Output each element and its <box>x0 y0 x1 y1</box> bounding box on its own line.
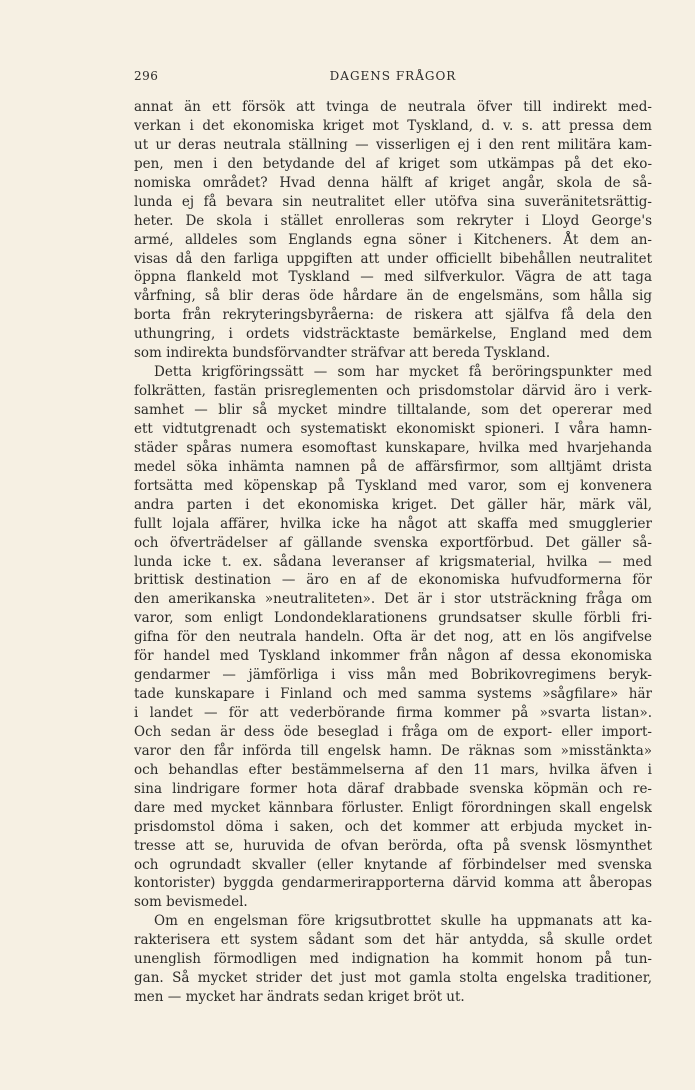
text-line: nomiska området? Hvad denna hälft af kriget angår, skola de så- <box>134 174 652 191</box>
text-line: pen, men i den betydande del af kriget som utkämpas på det eko- <box>134 155 652 172</box>
text-line: dare med mycket kännbara förluster. Enligt förordningen skall engelsk <box>134 799 652 816</box>
text-line: uthungring, i ordets vidsträcktaste bemärkelse, England med dem <box>134 326 652 343</box>
body-text <box>134 98 652 1007</box>
text-line: gan. Så mycket strider det just mot gamla stolta engelska traditioner, <box>134 970 652 987</box>
text-line: samhet — blir så mycket mindre tilltalande, som det opererar med <box>134 402 652 418</box>
text-line: folkrätten, fastän prisreglementen och prisdomstolar därvid äro i verk- <box>134 383 652 400</box>
text-line: lunda ej få bevara sin neutralitet eller utöfva sina suveränitetsrättig- <box>134 193 652 210</box>
text-line: tresse att se, huruvida de ofvan berörda, ofta på svensk lösmynthet <box>134 837 652 854</box>
text-line: rakterisera ett system sådant som det här antydda, så skulle ordet <box>134 932 652 949</box>
page-number: 296 <box>134 69 159 83</box>
text-line: ett vidtutgrenadt och systematiskt ekonomiskt spioneri. I våra hamn- <box>134 420 652 437</box>
text-line: fortsätta med köpenskap på Tyskland med varor, som ej konvenera <box>134 477 652 494</box>
page-header <box>134 68 652 88</box>
text-line: för handel med Tyskland inkommer från någon af dessa ekonomiska <box>134 648 652 665</box>
text-line: och behandlas efter bestämmelserna af den 11 mars, hvilka äfven i <box>134 761 652 778</box>
text-line: lunda icke t. ex. sådana leveranser af krigsmaterial, hvilka — med <box>134 553 652 570</box>
text-line: Och sedan är dess öde beseglad i fråga om de export- eller import- <box>134 723 652 740</box>
text-line: som indirekta bundsförvandter sträfvar att bereda Tyskland. <box>134 345 551 362</box>
text-line: gifna för den neutrala handeln. Ofta är det nog, att en lös angifvelse <box>134 629 652 646</box>
text-line: sina lindrigare former hota däraf drabbade svenska köpmän och re- <box>134 780 652 797</box>
text-line: annat än ett försök att tvinga de neutrala öfver till indirekt med- <box>134 99 652 115</box>
text-line: andra parten i det ekonomiska kriget. Det gäller här, märk väl, <box>134 496 652 513</box>
text-line: som bevismedel. <box>134 894 248 911</box>
text-line: den amerikanska »neutraliteten». Det är i stor utsträckning fråga om <box>134 591 652 608</box>
text-line: Detta krigföringssätt — som har mycket få beröringspunkter med <box>154 364 652 381</box>
text-line: verkan i det ekonomiska kriget mot Tyskland, d. v. s. att pressa dem <box>134 117 652 134</box>
text-line: Om en engelsman före krigsutbrottet skulle ha uppmanats att ka- <box>154 913 652 930</box>
text-line: unenglish förmodligen med indignation ha kommit honom på tun- <box>134 951 652 968</box>
text-line: kontorister) byggda gendarmerirapporterna därvid komma att åberopas <box>134 875 652 892</box>
text-line: men — mycket har ändrats sedan kriget bröt ut. <box>134 989 465 1006</box>
text-line: varor den får införda till engelsk hamn. De räknas som »misstänkta» <box>134 742 652 759</box>
text-line: varor, som enligt Londondeklarationens grundsatser skulle förbli fri- <box>134 610 652 627</box>
text-line: vårfning, så blir deras öde hårdare än de engelsmäns, som hålla sig <box>134 288 652 305</box>
text-line: borta från rekryteringsbyråerna: de riskera att själfva få dela den <box>134 307 652 324</box>
text-line: armé, alldeles som Englands egna söner i Kitcheners. Åt dem an- <box>134 231 652 248</box>
text-line: och öfverträdelser af gällande svenska exportförbud. Det gäller så- <box>134 534 652 551</box>
text-line: gendarmer — jämförliga i viss mån med Bobrikovregimens beryk- <box>134 667 652 684</box>
text-line: ut ur deras neutrala ställning — visserligen ej i den rent militära kam- <box>134 136 652 153</box>
text-line: och ogrundadt skvaller (eller knytande af förbindelser med svenska <box>134 856 652 873</box>
text-line: i landet — för att vederbörande firma kommer på »svarta listan». <box>134 705 652 721</box>
text-line: fullt lojala affärer, hvilka icke ha något att skaffa med smugglerier <box>134 515 652 532</box>
text-line: prisdomstol döma i saken, och det kommer att erbjuda mycket in- <box>134 818 652 835</box>
text-line: tade kunskapare i Finland och med samma systems »sågfilare» här <box>134 686 652 703</box>
text-line: städer spåras numera esomoftast kunskapare, hvilka med hvarjehanda <box>134 439 652 456</box>
text-line: visas då den farliga uppgiften att under officiellt bibehållen neutralitet <box>134 250 652 267</box>
text-line: brittisk destination — äro en af de ekonomiska hufvudformerna för <box>134 572 652 589</box>
text-line: heter. De skola i stället enrolleras som rekryter i Lloyd George's <box>134 212 652 229</box>
text-line: medel söka inhämta namnen på de affärsfirmor, som alltjämt drista <box>134 458 652 475</box>
text-line: öppna flankeld mot Tyskland — med silfverkulor. Vägra de att taga <box>134 269 652 286</box>
running-title: DAGENS FRÅGOR <box>329 69 457 83</box>
